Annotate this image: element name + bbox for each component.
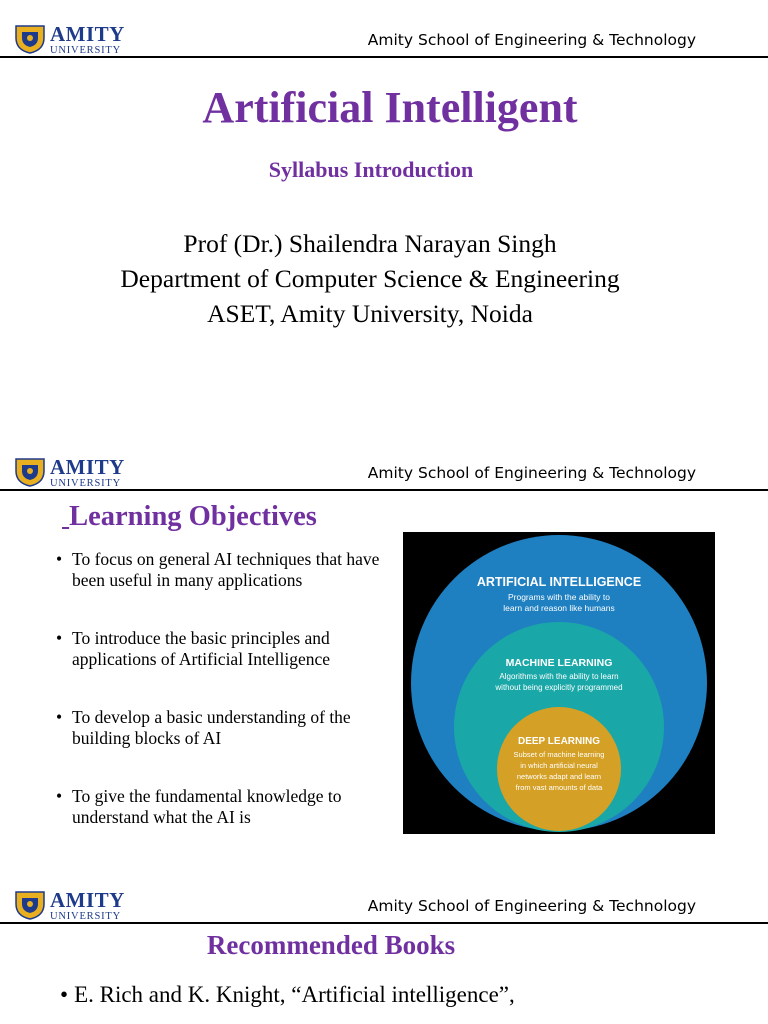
author-institution: ASET, Amity University, Noida: [207, 299, 533, 328]
slide-title: [0, 0, 768, 433]
book-citation: E. Rich and K. Knight, “Artificial intelligence”,: [74, 982, 515, 1007]
list-item: • To develop a basic understanding of the building blocks of AI: [56, 707, 401, 749]
dl-desc: networks adapt and learn: [516, 772, 602, 781]
header-divider: [0, 56, 768, 58]
ai-title: ARTIFICIAL INTELLIGENCE: [476, 575, 642, 589]
list-item: • To introduce the basic principles and applications of Artificial Intelligence: [56, 628, 401, 670]
amity-logo: [14, 457, 134, 489]
slide-learning-objectives: [0, 433, 768, 866]
learning-objectives-heading: Learning Objectives: [69, 501, 317, 532]
header-divider: [0, 489, 768, 491]
dl-title: DEEP LEARNING: [517, 736, 601, 747]
objectives-list: [56, 549, 401, 865]
dl-desc: Subset of machine learning: [513, 750, 605, 759]
amity-shield-icon: [14, 457, 46, 487]
school-name: Amity School of Engineering & Technology: [367, 464, 696, 482]
list-item: • E. Rich and K. Knight, “Artificial intelligence”,: [60, 982, 515, 1007]
ai-ml-dl-diagram: [403, 532, 715, 834]
dl-desc: in which artificial neural: [520, 761, 598, 770]
author-block: [0, 226, 740, 331]
logo-sub: UNIVERSITY: [50, 478, 121, 489]
school-name: Amity School of Engineering & Technology: [367, 31, 696, 49]
amity-logo: [14, 890, 134, 922]
school-name: Amity School of Engineering & Technology: [367, 897, 696, 915]
author-department: Department of Computer Science & Engineering: [120, 264, 620, 293]
list-item: • To focus on general AI techniques that have been useful in many applications: [56, 549, 401, 591]
list-item: • To give the fundamental knowledge to understand what the AI is: [56, 786, 401, 828]
amity-logo: [14, 24, 134, 56]
author-name: Prof (Dr.) Shailendra Narayan Singh: [183, 229, 557, 258]
logo-name: AMITY: [50, 455, 125, 479]
logo-sub: UNIVERSITY: [50, 45, 121, 56]
slide-header: [0, 866, 768, 924]
slide-subtitle: Syllabus Introduction: [268, 157, 474, 182]
ml-desc: Algorithms with the ability to learn: [499, 672, 619, 681]
slide-header: [0, 433, 768, 491]
slide-header: [0, 0, 768, 58]
ml-desc: without being explicitly programmed: [495, 683, 623, 692]
amity-shield-icon: [14, 24, 46, 54]
amity-shield-icon: [14, 890, 46, 920]
logo-name: AMITY: [50, 888, 125, 912]
ml-title: MACHINE LEARNING: [505, 657, 613, 669]
header-divider: [0, 922, 768, 924]
slide-title-heading: Artificial Intelligent: [202, 83, 578, 132]
ai-desc: learn and reason like humans: [503, 603, 615, 613]
dl-desc: from vast amounts of data: [515, 783, 603, 792]
recommended-books-heading: Recommended Books: [206, 930, 456, 960]
ai-desc: Programs with the ability to: [507, 592, 611, 602]
slide-recommended-books: [0, 866, 768, 1024]
logo-sub: UNIVERSITY: [50, 911, 121, 922]
logo-name: AMITY: [50, 22, 125, 46]
